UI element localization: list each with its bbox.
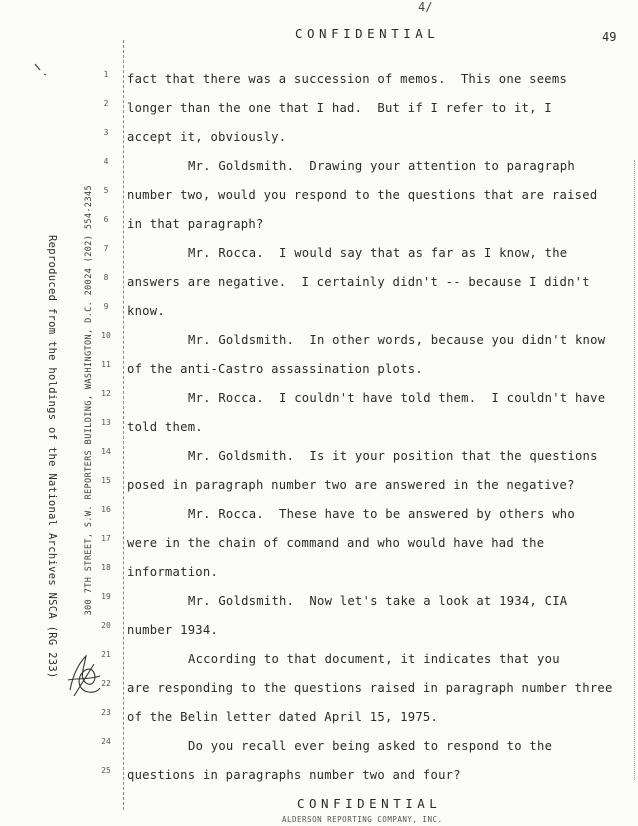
smudge-mark — [34, 62, 50, 76]
reporter-address: 300 7TH STREET, S.W. REPORTERS BUILDING, WASHINGTON, D.C. 20024 (202) 554-2345 — [84, 185, 94, 616]
transcript-line: know. — [127, 304, 165, 318]
archive-notice: Reproduced from the holdings of the National Archives NSCA (RG 233) — [46, 235, 58, 679]
transcript-line: of the anti-Castro assassination plots. — [127, 362, 423, 376]
transcript-line: questions in paragraphs number two and four? — [127, 768, 461, 782]
line-number: 8 — [103, 273, 109, 282]
transcript-line: fact that there was a succession of memos. This one seems — [127, 72, 568, 86]
transcript-line: Mr. Goldsmith. In other words, because you didn't know — [188, 333, 606, 347]
footer-confidential: CONFIDENTIAL — [297, 796, 442, 811]
transcript-line: information. — [127, 565, 219, 579]
transcript-line: Mr. Goldsmith. Drawing your attention to paragraph — [188, 159, 575, 173]
line-number: 20 — [101, 621, 111, 630]
transcript-line: of the Belin letter dated April 15, 1975. — [127, 710, 439, 724]
line-number: 19 — [101, 592, 111, 601]
line-number: 24 — [101, 737, 111, 746]
line-number: 22 — [101, 679, 111, 688]
line-number: 25 — [101, 766, 111, 775]
transcript-line: Do you recall ever being asked to respond to the — [188, 739, 553, 753]
line-number: 12 — [101, 389, 111, 398]
line-number: 17 — [101, 534, 111, 543]
line-number: 7 — [103, 244, 109, 253]
transcript-line: According to that document, it indicates that you — [188, 652, 560, 666]
header-confidential: CONFIDENTIAL — [295, 26, 440, 41]
transcript-line: posed in paragraph number two are answered in the negative? — [127, 478, 575, 492]
line-number: 10 — [101, 331, 111, 340]
transcript-line: Mr. Goldsmith. Is it your position that the questions — [188, 449, 598, 463]
page-number: 49 — [602, 30, 617, 44]
line-number: 5 — [103, 186, 109, 195]
line-number: 21 — [101, 650, 111, 659]
transcript-line: Mr. Rocca. These have to be answered by others who — [188, 507, 575, 521]
line-number: 2 — [103, 99, 109, 108]
line-number: 9 — [103, 302, 109, 311]
line-number: 6 — [103, 215, 109, 224]
right-edge-rule — [634, 160, 635, 780]
line-number: 14 — [101, 447, 111, 456]
transcript-line: number two, would you respond to the questions that are raised — [127, 188, 598, 202]
transcript-line: Mr. Rocca. I would say that as far as I know, the — [188, 246, 568, 260]
transcript-line: number 1934. — [127, 623, 219, 637]
footer-firm: ALDERSON REPORTING COMPANY, INC. — [282, 815, 443, 824]
line-number: 11 — [101, 360, 111, 369]
line-number: 16 — [101, 505, 111, 514]
line-number: 13 — [101, 418, 111, 427]
transcript-line: in that paragraph? — [127, 217, 264, 231]
transcript-line: Mr. Rocca. I couldn't have told them. I couldn't have — [188, 391, 606, 405]
line-number: 23 — [101, 708, 111, 717]
transcript-line: were in the chain of command and who would have had the — [127, 536, 545, 550]
line-number: 3 — [103, 128, 109, 137]
transcript-line: told them. — [127, 420, 203, 434]
transcript-line: Mr. Goldsmith. Now let's take a look at 1934, CIA — [188, 594, 568, 608]
line-number: 15 — [101, 476, 111, 485]
line-number: 1 — [103, 70, 109, 79]
transcript-line: accept it, obviously. — [127, 130, 287, 144]
header-mark: 4/ — [418, 0, 433, 14]
line-number: 18 — [101, 563, 111, 572]
transcript-line: longer than the one that I had. But if I refer to it, I — [127, 101, 552, 115]
transcript-line: are responding to the questions raised in paragraph number three — [127, 681, 613, 695]
line-number: 4 — [103, 157, 109, 166]
transcript-line: answers are negative. I certainly didn't -- because I didn't — [127, 275, 590, 289]
margin-rule — [123, 40, 124, 810]
